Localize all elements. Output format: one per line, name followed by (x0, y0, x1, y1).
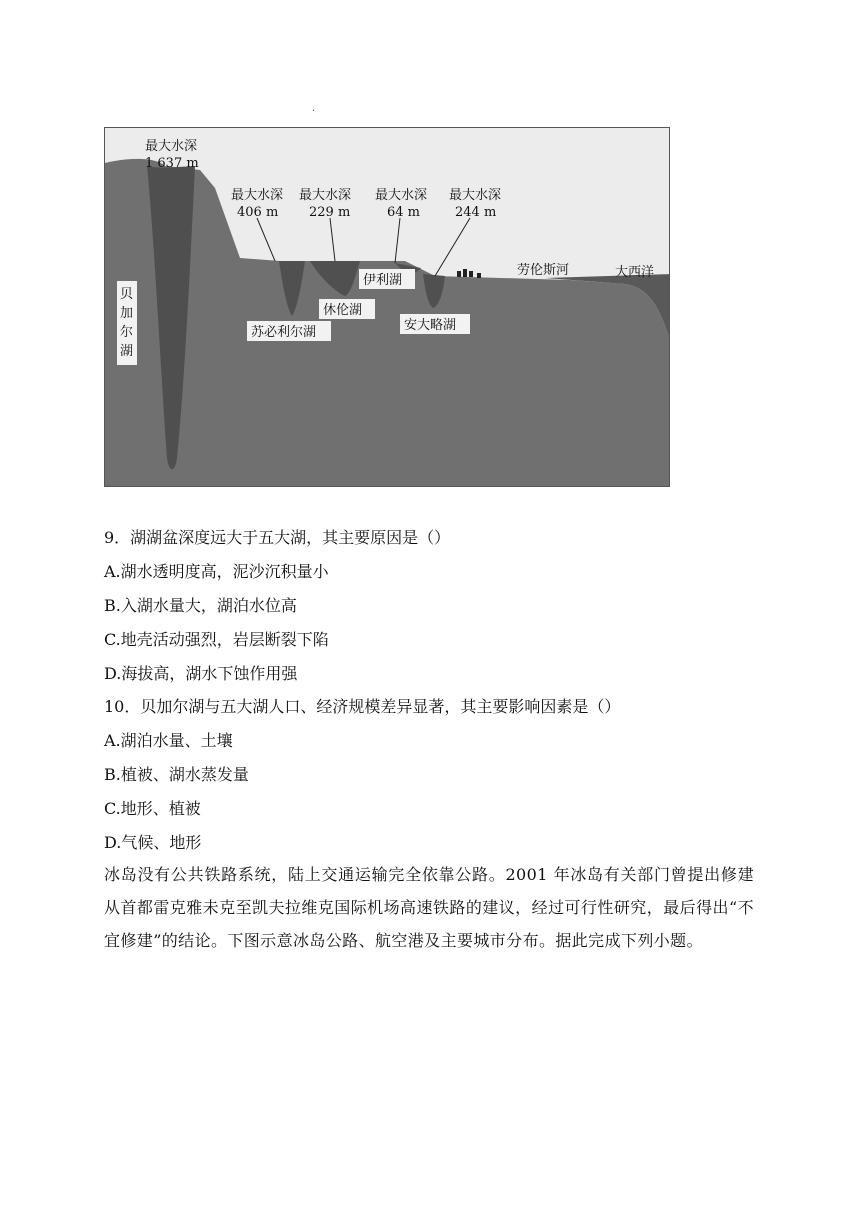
huron-name: 休伦湖 (323, 303, 363, 318)
lake-profile-figure (104, 127, 670, 487)
question-9-option-a: A.湖水透明度高，泥沙沉积量小 (104, 562, 329, 581)
ontario-depth-label: 最大水深 (449, 188, 502, 203)
lock-symbols (457, 269, 481, 278)
erie-name: 伊利湖 (363, 273, 403, 288)
baikal-name: 贝加尔湖 (120, 287, 134, 359)
baikal-depth-label: 最大水深 (145, 139, 198, 154)
lake-profile-diagram (105, 128, 670, 487)
superior-depth-value: 406 m (237, 205, 279, 220)
question-10-option-a: A.湖泊水量、土壤 (104, 731, 233, 750)
ontario-name: 安大略湖 (404, 318, 457, 333)
question-9-option-c: C.地壳活动强烈，岩层断裂下陷 (104, 630, 329, 649)
ocean-label: 大西洋 (615, 265, 655, 280)
question-10-option-b: B.植被、湖水蒸发量 (104, 765, 249, 784)
question-9-option-b: B.入湖水量大，湖泊水位高 (104, 596, 297, 615)
question-10-option-c: C.地形、植被 (104, 799, 201, 818)
river-label: 劳伦斯河 (517, 263, 570, 278)
question-9-option-d: D.海拔高，湖水下蚀作用强 (104, 664, 298, 683)
huron-depth-label: 最大水深 (299, 188, 352, 203)
superior-name: 苏必利尔湖 (251, 325, 317, 340)
baikal-depth-value: 1 637 m (145, 156, 199, 171)
question-9-stem: 9．湖湖盆深度远大于五大湖，其主要原因是（） (104, 528, 451, 547)
erie-depth-value: 64 m (387, 205, 421, 220)
passage-text: 冰岛没有公共铁路系统，陆上交通运输完全依靠公路。2001 年冰岛有关部门曾提出修建从首都雷克雅未克至凯夫拉维克国际机场高速铁路的建议，经过可行性研究，最后得出“不宜修建”的结论。下图示意冰岛公路、航空港及主要城市分布。据此完成下列小题。 (104, 865, 754, 950)
erie-depth-label: 最大水深 (375, 188, 428, 203)
question-10-option-d: D.气候、地形 (104, 833, 202, 852)
superior-depth-label: 最大水深 (231, 188, 284, 203)
ontario-depth-value: 244 m (455, 205, 497, 220)
question-10-stem: 10．贝加尔湖与五大湖人口、经济规模差异显著，其主要影响因素是（） (104, 697, 621, 716)
huron-depth-value: 229 m (309, 205, 351, 220)
stray-mark: · (312, 106, 316, 117)
